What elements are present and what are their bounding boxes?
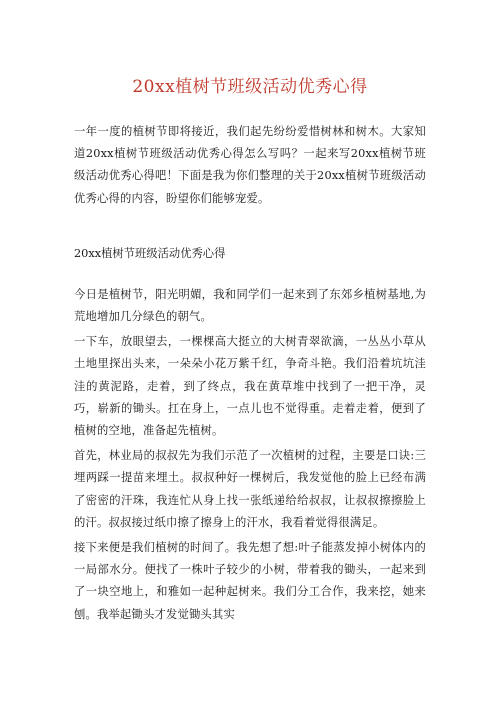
body-paragraphs xyxy=(74,284,426,626)
body-paragraph: 接下来便是我们植树的时间了。我先想了想:叶子能蒸发掉小树体内的一局部水分。便找了一株叶子较少的小树，带着我的锄头，一起来到了一块空地上，和雅如一起种起树来。我们分工合作，我来挖，她来刨。我举起锄头才发觉锄头其实 xyxy=(74,541,426,621)
section-title: 20xx植树节班级活动优秀心得 xyxy=(74,246,226,260)
document-title-text: 20xx植树节班级活动优秀心得 xyxy=(132,77,368,97)
body-paragraph: 一下车，放眼望去，一棵棵高大挺立的大树青翠欲滴，一丛丛小草从土地里探出头来，一朵朵小花万紫千红，争奇斗艳。我们沿着坑坑洼洼的黄泥路，走着，到了终点，我在黄草堆中找到了一把干净，灵巧，崭新的锄头。扛在身上，一点儿也不觉得重。走着走着，便到了植树的空地，准备起先植树。 xyxy=(74,335,426,438)
body-paragraph: 今日是植树节，阳光明媚，我和同学们一起来到了东郊乡植树基地,为荒地增加几分绿色的朝气。 xyxy=(74,287,426,324)
document-title xyxy=(74,76,426,98)
intro-paragraph: 一年一度的植树节即将接近，我们起先纷纷爱惜树林和树木。大家知道20xx植树节班级活动优秀心得怎么写吗？一起来写20xx植树节班级活动优秀心得吧！下面是我为你们整理的关于20xx植树节班级活动优秀心得的内容，盼望你们能够宠爱。 xyxy=(74,125,426,205)
body-paragraph: 首先，林业局的叔叔先为我们示范了一次植树的过程，主要是口诀:三埋两踩一提苗来埋土。叔叔种好一棵树后，我发觉他的脸上已经布满了密密的汗珠，我连忙从身上找一张纸递给给叔叔，让叔叔擦擦脸上的汗。叔叔接过纸巾擦了擦身上的汗水，我看着觉得很满足。 xyxy=(74,449,426,529)
